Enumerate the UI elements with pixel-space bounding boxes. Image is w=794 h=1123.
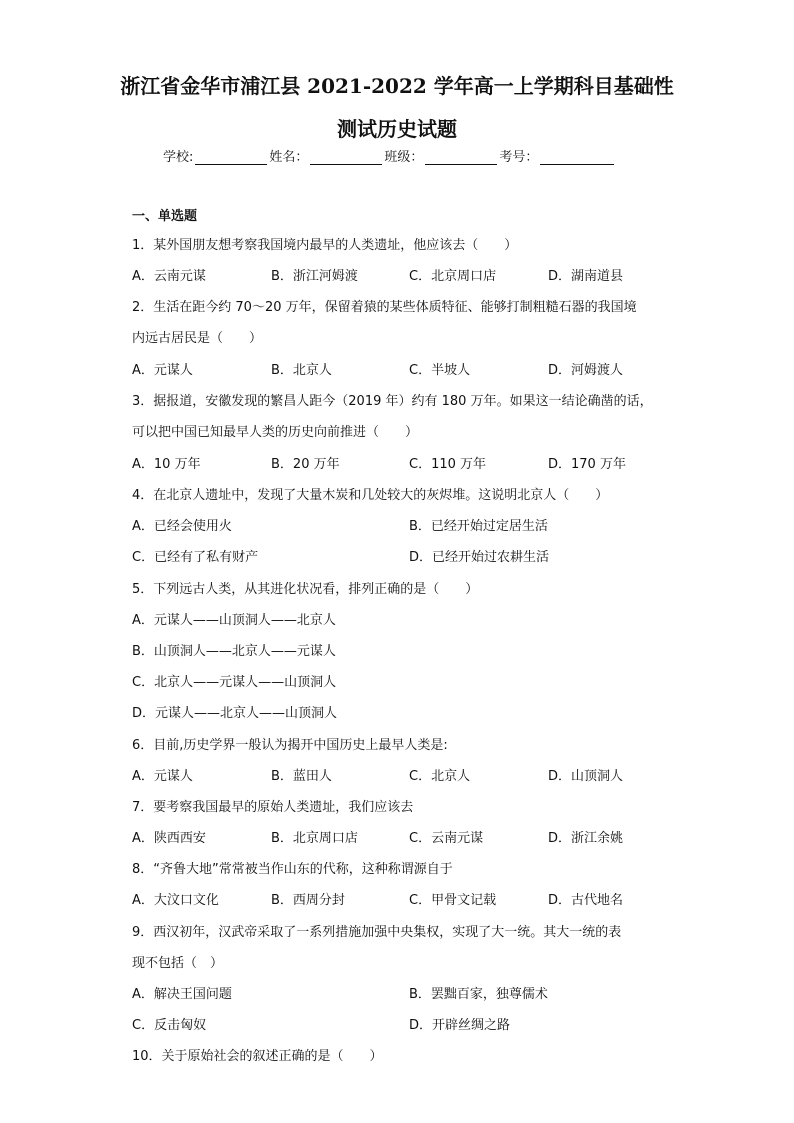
school-label: 学校: <box>163 150 194 165</box>
option-a: A．10 万年 <box>132 457 201 472</box>
question-stem: 4．在北京人遗址中，发现了大量木炭和几处较大的灰烬堆。这说明北京人（ ） <box>132 488 609 503</box>
school-blank[interactable] <box>195 150 267 165</box>
option-a: A．元谋人——山顶洞人——北京人 <box>132 613 336 628</box>
name-blank[interactable] <box>310 150 382 165</box>
option-d: D．元谋人——北京人——山顶洞人 <box>132 706 338 721</box>
question-stem-cont: 可以把中国已知最早人类的历史向前推进（ ） <box>132 425 419 440</box>
class-blank[interactable] <box>425 150 497 165</box>
question-stem: 2．生活在距今约 70～20 万年，保留着猿的某些体质特征、能够打制粗糙石器的我国境 <box>132 300 637 315</box>
option-a: A．已经会使用火 <box>132 519 232 534</box>
option-a: A．云南元谋 <box>132 269 206 284</box>
option-d: D．170 万年 <box>548 457 626 472</box>
option-d: D．湖南道县 <box>548 269 624 284</box>
option-c: C．北京人——元谋人——山顶洞人 <box>132 675 337 690</box>
option-c: C．已经有了私有财产 <box>132 550 259 565</box>
option-b: B．浙江河姆渡 <box>271 269 358 284</box>
question-stem: 6．目前,历史学界一般认为揭开中国历史上最早人类是: <box>132 738 448 753</box>
option-c: C．半坡人 <box>409 363 471 378</box>
question-stem-cont: 内远古居民是（ ） <box>132 331 263 346</box>
option-b: B．西周分封 <box>271 893 345 908</box>
question-stem: 1．某外国朋友想考察我国境内最早的人类遗址，他应该去（ ） <box>132 238 518 253</box>
option-d: D．开辟丝绸之路 <box>409 1018 511 1033</box>
question-stem-cont: 现不包括（ ） <box>132 956 224 971</box>
option-b: B．罢黜百家，独尊儒术 <box>409 987 548 1002</box>
option-b: B．已经开始过定居生活 <box>409 519 548 534</box>
question-stem: 3．据报道，安徽发现的繁昌人距今（2019 年）约有 180 万年。如果这一结论确凿的话， <box>132 394 653 409</box>
class-label: 班级： <box>384 150 424 165</box>
question-stem: 8．“齐鲁大地”常常被当作山东的代称，这种称谓源自于 <box>132 862 453 877</box>
section-title: 一、单选题 <box>132 209 198 224</box>
option-b: B．20 万年 <box>271 457 340 472</box>
option-c: C．反击匈奴 <box>132 1018 207 1033</box>
option-b: B．北京周口店 <box>271 831 358 846</box>
title-line-2: 测试历史试题 <box>337 117 457 141</box>
option-a: A．大汶口文化 <box>132 893 219 908</box>
option-c: C．甲骨文记载 <box>409 893 497 908</box>
question-stem: 7．要考察我国最早的原始人类遗址，我们应该去 <box>132 800 414 815</box>
option-a: A．陕西西安 <box>132 831 206 846</box>
option-d: D．浙江余姚 <box>548 831 624 846</box>
option-a: A．解决王国问题 <box>132 987 232 1002</box>
option-c: C．北京周口店 <box>409 269 497 284</box>
option-c: C．云南元谋 <box>409 831 484 846</box>
option-c: C．北京人 <box>409 769 471 784</box>
number-blank[interactable] <box>540 150 614 165</box>
number-label: 考号： <box>499 150 539 165</box>
option-b: B．北京人 <box>271 363 332 378</box>
option-b: B．蓝田人 <box>271 769 332 784</box>
question-stem: 10．关于原始社会的叙述正确的是（ ） <box>132 1049 383 1064</box>
title-line-1: 浙江省金华市浦江县 2021-2022 学年高一上学期科目基础性 <box>120 74 674 98</box>
student-info-row <box>163 146 616 165</box>
question-stem: 5．下列远古人类，从其进化状况看，排列正确的是（ ） <box>132 582 479 597</box>
question-stem: 9．西汉初年，汉武帝采取了一系列措施加强中央集权，实现了大一统。其大一统的表 <box>132 925 622 940</box>
option-c: C．110 万年 <box>409 457 487 472</box>
name-label: 姓名： <box>269 150 309 165</box>
option-d: D．河姆渡人 <box>548 363 624 378</box>
option-a: A．元谋人 <box>132 769 193 784</box>
option-d: D．已经开始过农耕生活 <box>409 550 550 565</box>
option-b: B．山顶洞人——北京人——元谋人 <box>132 644 336 659</box>
option-d: D．古代地名 <box>548 893 624 908</box>
option-d: D．山顶洞人 <box>548 769 624 784</box>
option-a: A．元谋人 <box>132 363 193 378</box>
